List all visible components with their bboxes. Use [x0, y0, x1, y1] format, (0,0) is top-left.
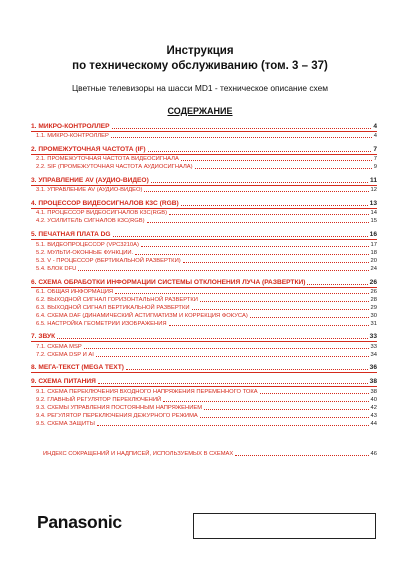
toc-page-number: 42	[370, 405, 377, 411]
toc-page-number: 34	[370, 352, 377, 358]
toc-leader-dots	[97, 425, 369, 426]
toc-entry-title: 4. ПРОЦЕССОР ВИДЕОСИГНАЛОВ К3С (RGB)	[31, 200, 179, 207]
toc-page-number: 43	[370, 413, 377, 419]
toc-page-number: 28	[370, 297, 377, 303]
toc-leader-dots	[181, 160, 372, 161]
toc-leader-dots	[260, 393, 369, 394]
toc-leader-dots	[98, 383, 368, 384]
document-subtitle: Цветные телевизоры на шасси MD1 - техническое описание схем	[71, 83, 329, 93]
toc-entry-title: 3.1. УПРАВЛЕНИЕ AV (АУДИО-ВИДЕО)	[36, 187, 143, 193]
toc-entry-title: 4.2. УСИЛИТЕЛЬ СИГНАЛОВ К3С(RGB)	[36, 218, 145, 224]
toc-page-number: 14	[370, 210, 377, 216]
panasonic-logo: Panasonic	[37, 512, 122, 532]
toc-leader-dots	[163, 401, 368, 402]
toc-page-number: 16	[369, 231, 377, 238]
toc-page-number: 18	[370, 250, 377, 256]
toc-page-number: 11	[370, 177, 377, 184]
toc-subsection[interactable]	[31, 320, 377, 328]
toc-entry-title: 9.4. РЕГУЛЯТОР ПЕРЕКЛЮЧЕНИЯ ДЕЖУРНОГО РЕЖИМА	[36, 413, 198, 419]
toc-subsection[interactable]	[31, 304, 377, 312]
toc-entry-title: 9.2. ГЛАВНЫЙ РЕГУЛЯТОР ПЕРЕКЛЮЧЕНИЙ	[36, 397, 162, 403]
toc-entry-title: 2.1. ПРОМЕЖУТОЧНАЯ ЧАСТОТА ВИДЕОСИГНАЛА	[36, 156, 179, 162]
toc-section[interactable]	[31, 332, 377, 341]
toc-page-number: 13	[369, 200, 377, 207]
toc-entry-title: 6.2. ВЫХОДНОЙ СИГНАЛ ГОРИЗОНТАЛЬНОЙ РАЗВЕРТКИ	[36, 297, 198, 303]
toc-leader-dots	[204, 409, 368, 410]
toc-leader-dots	[144, 191, 368, 192]
toc-page-number: 46	[370, 451, 377, 457]
toc-entry-title: 8. МЕГА-ТЕКСТ (MEGA TEXT)	[31, 364, 124, 371]
toc-subsection[interactable]	[31, 396, 377, 404]
toc-leader-dots	[96, 356, 369, 357]
toc-subsection[interactable]	[31, 404, 377, 412]
toc-leader-dots	[115, 293, 368, 294]
toc-subsection[interactable]	[31, 163, 377, 171]
toc-leader-dots	[169, 214, 368, 215]
toc-leader-dots	[148, 151, 372, 152]
toc-entry-title: 6.5. НАСТРОЙКА ГЕОМЕТРИИ ИЗОБРАЖЕНИЯ	[36, 321, 167, 327]
toc-subsection[interactable]	[31, 312, 377, 320]
toc-leader-dots	[135, 254, 368, 255]
toc-leader-dots	[141, 246, 369, 247]
toc-entry-title: 5.4. БЛОК DFU	[36, 266, 77, 272]
toc-subsection[interactable]	[31, 296, 377, 304]
toc-page-number: 38	[370, 389, 377, 395]
toc-entry-title: 7.2. СХЕМА DSP И AI	[36, 352, 94, 358]
toc-leader-dots	[200, 417, 369, 418]
toc-subsection[interactable]	[31, 186, 377, 194]
toc-leader-dots	[192, 309, 369, 310]
toc-subsection[interactable]	[31, 265, 377, 273]
toc-page-number: 36	[369, 364, 377, 371]
toc-page-number: 20	[370, 258, 377, 264]
toc-section[interactable]	[31, 377, 377, 386]
toc-page-number: 7	[373, 146, 377, 153]
toc-subsection[interactable]	[31, 249, 377, 257]
toc-entry-title: ИНДЕКС СОКРАЩЕНИЙ И НАДПИСЕЙ, ИСПОЛЬЗУЕМЫХ В СХЕМАХ	[43, 451, 234, 457]
toc-page-number: 26	[369, 279, 377, 286]
toc-page-number: 17	[370, 242, 377, 248]
toc-subsection[interactable]	[31, 217, 377, 225]
toc-subsection[interactable]	[31, 209, 377, 217]
toc-entry-title: 5.2. МУЛЬТИ-ОКОННЫЕ ФУНКЦИИ.	[36, 250, 134, 256]
toc-entry-title: 2.2. SIF (ПРОМЕЖУТОЧНАЯ ЧАСТОТА АУДИОСИГНАЛА)	[36, 164, 193, 170]
toc-leader-dots	[151, 182, 368, 183]
toc-subsection[interactable]	[31, 257, 377, 265]
toc-page-number: 7	[373, 156, 377, 162]
toc-section[interactable]	[31, 278, 377, 287]
toc-leader-dots	[195, 168, 372, 169]
toc-subsection[interactable]	[31, 420, 377, 428]
toc-entry-title: 2. ПРОМЕЖУТОЧНАЯ ЧАСТОТА (IF)	[31, 146, 146, 153]
toc-subsection[interactable]	[31, 288, 377, 296]
toc-entry-title: 9.3. СХЕМЫ УПРАВЛЕНИЯ ПОСТОЯННЫМ НАПРЯЖЕНИЕМ	[36, 405, 203, 411]
section-divider	[31, 372, 377, 373]
toc-leader-dots	[183, 262, 369, 263]
toc-page-number: 15	[370, 218, 377, 224]
toc-entry-title: 6. СХЕМА ОБРАБОТКИ ИНФОРМАЦИИ СИСТЕМЫ ОТКЛОНЕНИЯ ЛУЧА (РАЗВЕРТКИ)	[31, 279, 306, 286]
toc-page-number: 26	[370, 289, 377, 295]
toc-page-number: 29	[370, 305, 377, 311]
toc-entry-title: 6.3. ВЫХОДНОЙ СИГНАЛ ВЕРТИКАЛЬНОЙ РАЗВЕРТКИ	[36, 305, 190, 311]
toc-leader-dots	[57, 338, 368, 339]
section-divider	[31, 341, 377, 342]
toc-section[interactable]	[31, 199, 377, 208]
toc-section[interactable]	[31, 363, 377, 372]
toc-section[interactable]	[31, 122, 377, 131]
toc-section[interactable]	[31, 145, 377, 154]
toc-page-number: 9	[373, 164, 377, 170]
toc-entry-title: 4.1. ПРОЦЕССОР ВИДЕОСИГНАЛОВ К3С(RGB)	[36, 210, 168, 216]
toc-heading: СОДЕРЖАНИЕ	[167, 106, 233, 116]
toc-section[interactable]	[31, 230, 377, 239]
toc-entry-title: 5. ПЕЧАТНАЯ ПЛАТА DG	[31, 231, 111, 238]
toc-page-number: 4	[373, 123, 377, 130]
toc-page-number: 4	[373, 133, 377, 139]
section-divider	[31, 239, 377, 240]
section-divider	[31, 386, 377, 387]
toc-entry-title: 1.1. МИКРО-КОНТРОЛЛЕР	[36, 133, 109, 139]
toc-leader-dots	[111, 137, 372, 138]
toc-subsection[interactable]	[31, 132, 377, 140]
toc-page-number: 38	[369, 378, 377, 385]
toc-index-entry[interactable]	[31, 450, 377, 458]
toc-leader-dots	[235, 455, 368, 456]
toc-entry-title: 5.1. ВИДЕОПРОЦЕССОР (VPC3210A)	[36, 242, 139, 248]
toc-subsection[interactable]	[31, 412, 377, 420]
toc-page-number: 30	[370, 313, 377, 319]
toc-page-number: 12	[370, 187, 377, 193]
toc-subsection[interactable]	[31, 241, 377, 249]
toc-leader-dots	[307, 284, 367, 285]
toc-page-number: 33	[370, 344, 377, 350]
document-title-line-1: Инструкция	[166, 45, 234, 57]
toc-entry-title: 1. МИКРО-КОНТРОЛЛЕР	[31, 123, 110, 130]
toc-entry-title: 3. УПРАВЛЕНИЕ AV (АУДИО-ВИДЕО)	[31, 177, 149, 184]
toc-entry-title: 9. СХЕМА ПИТАНИЯ	[31, 378, 96, 385]
toc-leader-dots	[250, 317, 369, 318]
toc-entry-title: 9.5. СХЕМА ЗАЩИТЫ	[36, 421, 95, 427]
toc-entry-title: 7. ЗВУК	[31, 333, 56, 340]
document-title-line-2: по техническому обслуживанию (том. 3 – 37)	[72, 60, 328, 72]
toc-entry-title: 6.4. СХЕМА DAF (ДИНАМИЧЕСКИЙ АСТИГМАТИЗМ И КОРРЕКЦИЯ ФОКУСА)	[36, 313, 248, 319]
toc-subsection[interactable]	[31, 388, 377, 396]
toc-entry-title: 5.3. V - ПРОЦЕССОР (ВЕРТИКАЛЬНОЙ РАЗВЕРТКИ)	[36, 258, 181, 264]
toc-leader-dots	[169, 325, 369, 326]
toc-subsection[interactable]	[31, 155, 377, 163]
toc-leader-dots	[147, 222, 369, 223]
toc-subsection[interactable]	[31, 343, 377, 351]
toc-section[interactable]	[31, 176, 377, 185]
toc-page-number: 24	[370, 266, 377, 272]
toc-page-number: 40	[370, 397, 377, 403]
toc-leader-dots	[112, 128, 372, 129]
toc-entry-title: 6.1. ОБЩАЯ ИНФОРМАЦИЯ	[36, 289, 114, 295]
toc-entry-title: 9.1. СХЕМА ПЕРЕКЛЮЧЕНИЯ ВХОДНОГО НАПРЯЖЕНИЯ ПЕРЕМЕННОГО ТОКА	[36, 389, 258, 395]
toc-page-number: 33	[369, 333, 377, 340]
toc-page-number: 44	[370, 421, 377, 427]
toc-subsection[interactable]	[31, 351, 377, 359]
toc-page-number: 31	[370, 321, 377, 327]
toc-leader-dots	[78, 270, 368, 271]
toc-entry-title: 7.1. СХЕМА MSP	[36, 344, 82, 350]
toc-leader-dots	[84, 348, 369, 349]
toc-leader-dots	[113, 236, 368, 237]
toc-leader-dots	[200, 301, 369, 302]
toc-leader-dots	[181, 205, 368, 206]
toc-leader-dots	[126, 369, 368, 370]
document-number-box	[193, 513, 376, 539]
